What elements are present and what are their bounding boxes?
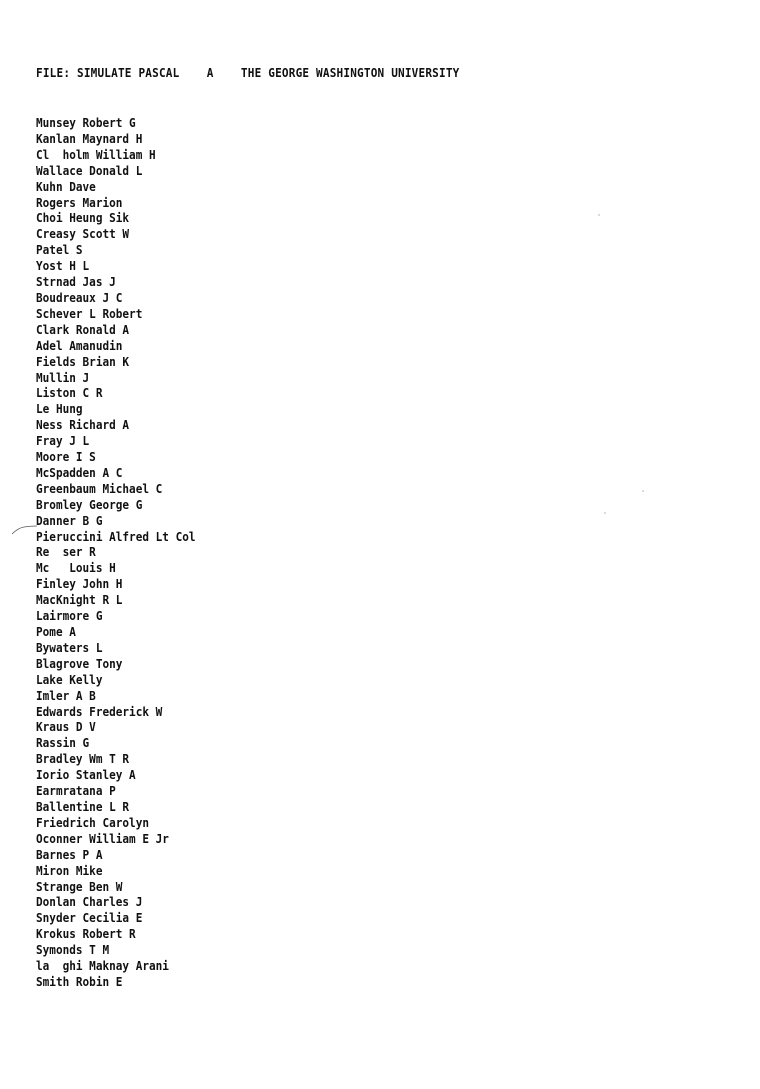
list-item: Bywaters L bbox=[36, 640, 103, 655]
list-item: Smith Robin E bbox=[36, 974, 123, 989]
list-item: Patel S bbox=[36, 243, 83, 258]
list-item: Strange Ben W bbox=[36, 879, 123, 894]
list-item: McSpadden A C bbox=[36, 465, 123, 480]
scan-speck bbox=[604, 512, 606, 514]
list-item: Earmratana P bbox=[36, 784, 116, 799]
list-item: Clark Ronald A bbox=[36, 322, 130, 337]
list-item: Strnad Jas J bbox=[36, 275, 116, 290]
list-item: MacKnight R L bbox=[36, 593, 123, 608]
list-item: Schever L Robert bbox=[36, 306, 143, 321]
list-item: Le Hung bbox=[36, 402, 83, 417]
list-item: Symonds T M bbox=[36, 943, 110, 958]
list-item: Ness Richard A bbox=[36, 418, 130, 433]
list-item: Pome A bbox=[36, 625, 76, 639]
list-item: Creasy Scott W bbox=[36, 227, 130, 242]
list-item: Rogers Marion bbox=[36, 195, 123, 210]
list-item: Greenbaum Michael C bbox=[36, 481, 163, 496]
list-item: Bromley George G bbox=[36, 497, 143, 512]
page-header: FILE: SIMULATE PASCAL A THE GEORGE WASHINGTON UNIVERSITY bbox=[36, 66, 460, 80]
list-item: Lairmore G bbox=[36, 609, 103, 624]
list-item: Imler A B bbox=[36, 688, 96, 703]
list-item: Bradley Wm T R bbox=[36, 752, 130, 767]
name-list bbox=[36, 116, 209, 991]
list-item: Edwards Frederick W bbox=[36, 704, 163, 719]
scan-speck bbox=[642, 490, 644, 492]
list-item: Blagrove Tony bbox=[36, 656, 123, 671]
list-item: Mc Louis H bbox=[36, 561, 116, 576]
list-item: Snyder Cecilia E bbox=[36, 911, 143, 926]
list-item: Iorio Stanley A bbox=[36, 768, 136, 783]
list-item: Cl holm William H bbox=[36, 147, 156, 162]
list-item: Oconner William E Jr bbox=[36, 831, 169, 846]
scan-speck bbox=[598, 214, 600, 216]
list-item: Krokus Robert R bbox=[36, 927, 136, 942]
list-item: Barnes P A bbox=[36, 847, 103, 862]
list-item: Danner B G bbox=[36, 513, 103, 528]
list-item: Kraus D V bbox=[36, 720, 96, 735]
list-item: Yost H L bbox=[36, 259, 90, 274]
list-item: Mullin J bbox=[36, 370, 90, 385]
list-item: Donlan Charles J bbox=[36, 895, 143, 910]
list-item: Wallace Donald L bbox=[36, 163, 143, 178]
list-item: Fray J L bbox=[36, 434, 90, 449]
list-item: Re ser R bbox=[36, 545, 96, 560]
list-item: Adel Amanudin bbox=[36, 338, 123, 353]
list-item: Kanlan Maynard H bbox=[36, 131, 143, 146]
list-item: Fields Brian K bbox=[36, 354, 130, 369]
list-item: Lake Kelly bbox=[36, 672, 103, 687]
list-item: Choi Heung Sik bbox=[36, 211, 130, 226]
list-item: Boudreaux J C bbox=[36, 290, 123, 305]
list-item: Finley John H bbox=[36, 577, 123, 592]
list-item: Ballentine L R bbox=[36, 799, 130, 814]
list-item: Rassin G bbox=[36, 736, 90, 751]
list-item: Miron Mike bbox=[36, 863, 103, 878]
list-item: Kuhn Dave bbox=[36, 179, 96, 194]
list-item: Munsey Robert G bbox=[36, 116, 136, 130]
list-item: Moore I S bbox=[36, 450, 96, 465]
list-item: Pieruccini Alfred Lt Col bbox=[36, 529, 196, 544]
pen-stroke-mark bbox=[10, 520, 38, 536]
list-item: la ghi Maknay Arani bbox=[36, 959, 169, 974]
list-item: Friedrich Carolyn bbox=[36, 815, 150, 830]
list-item: Liston C R bbox=[36, 386, 103, 401]
